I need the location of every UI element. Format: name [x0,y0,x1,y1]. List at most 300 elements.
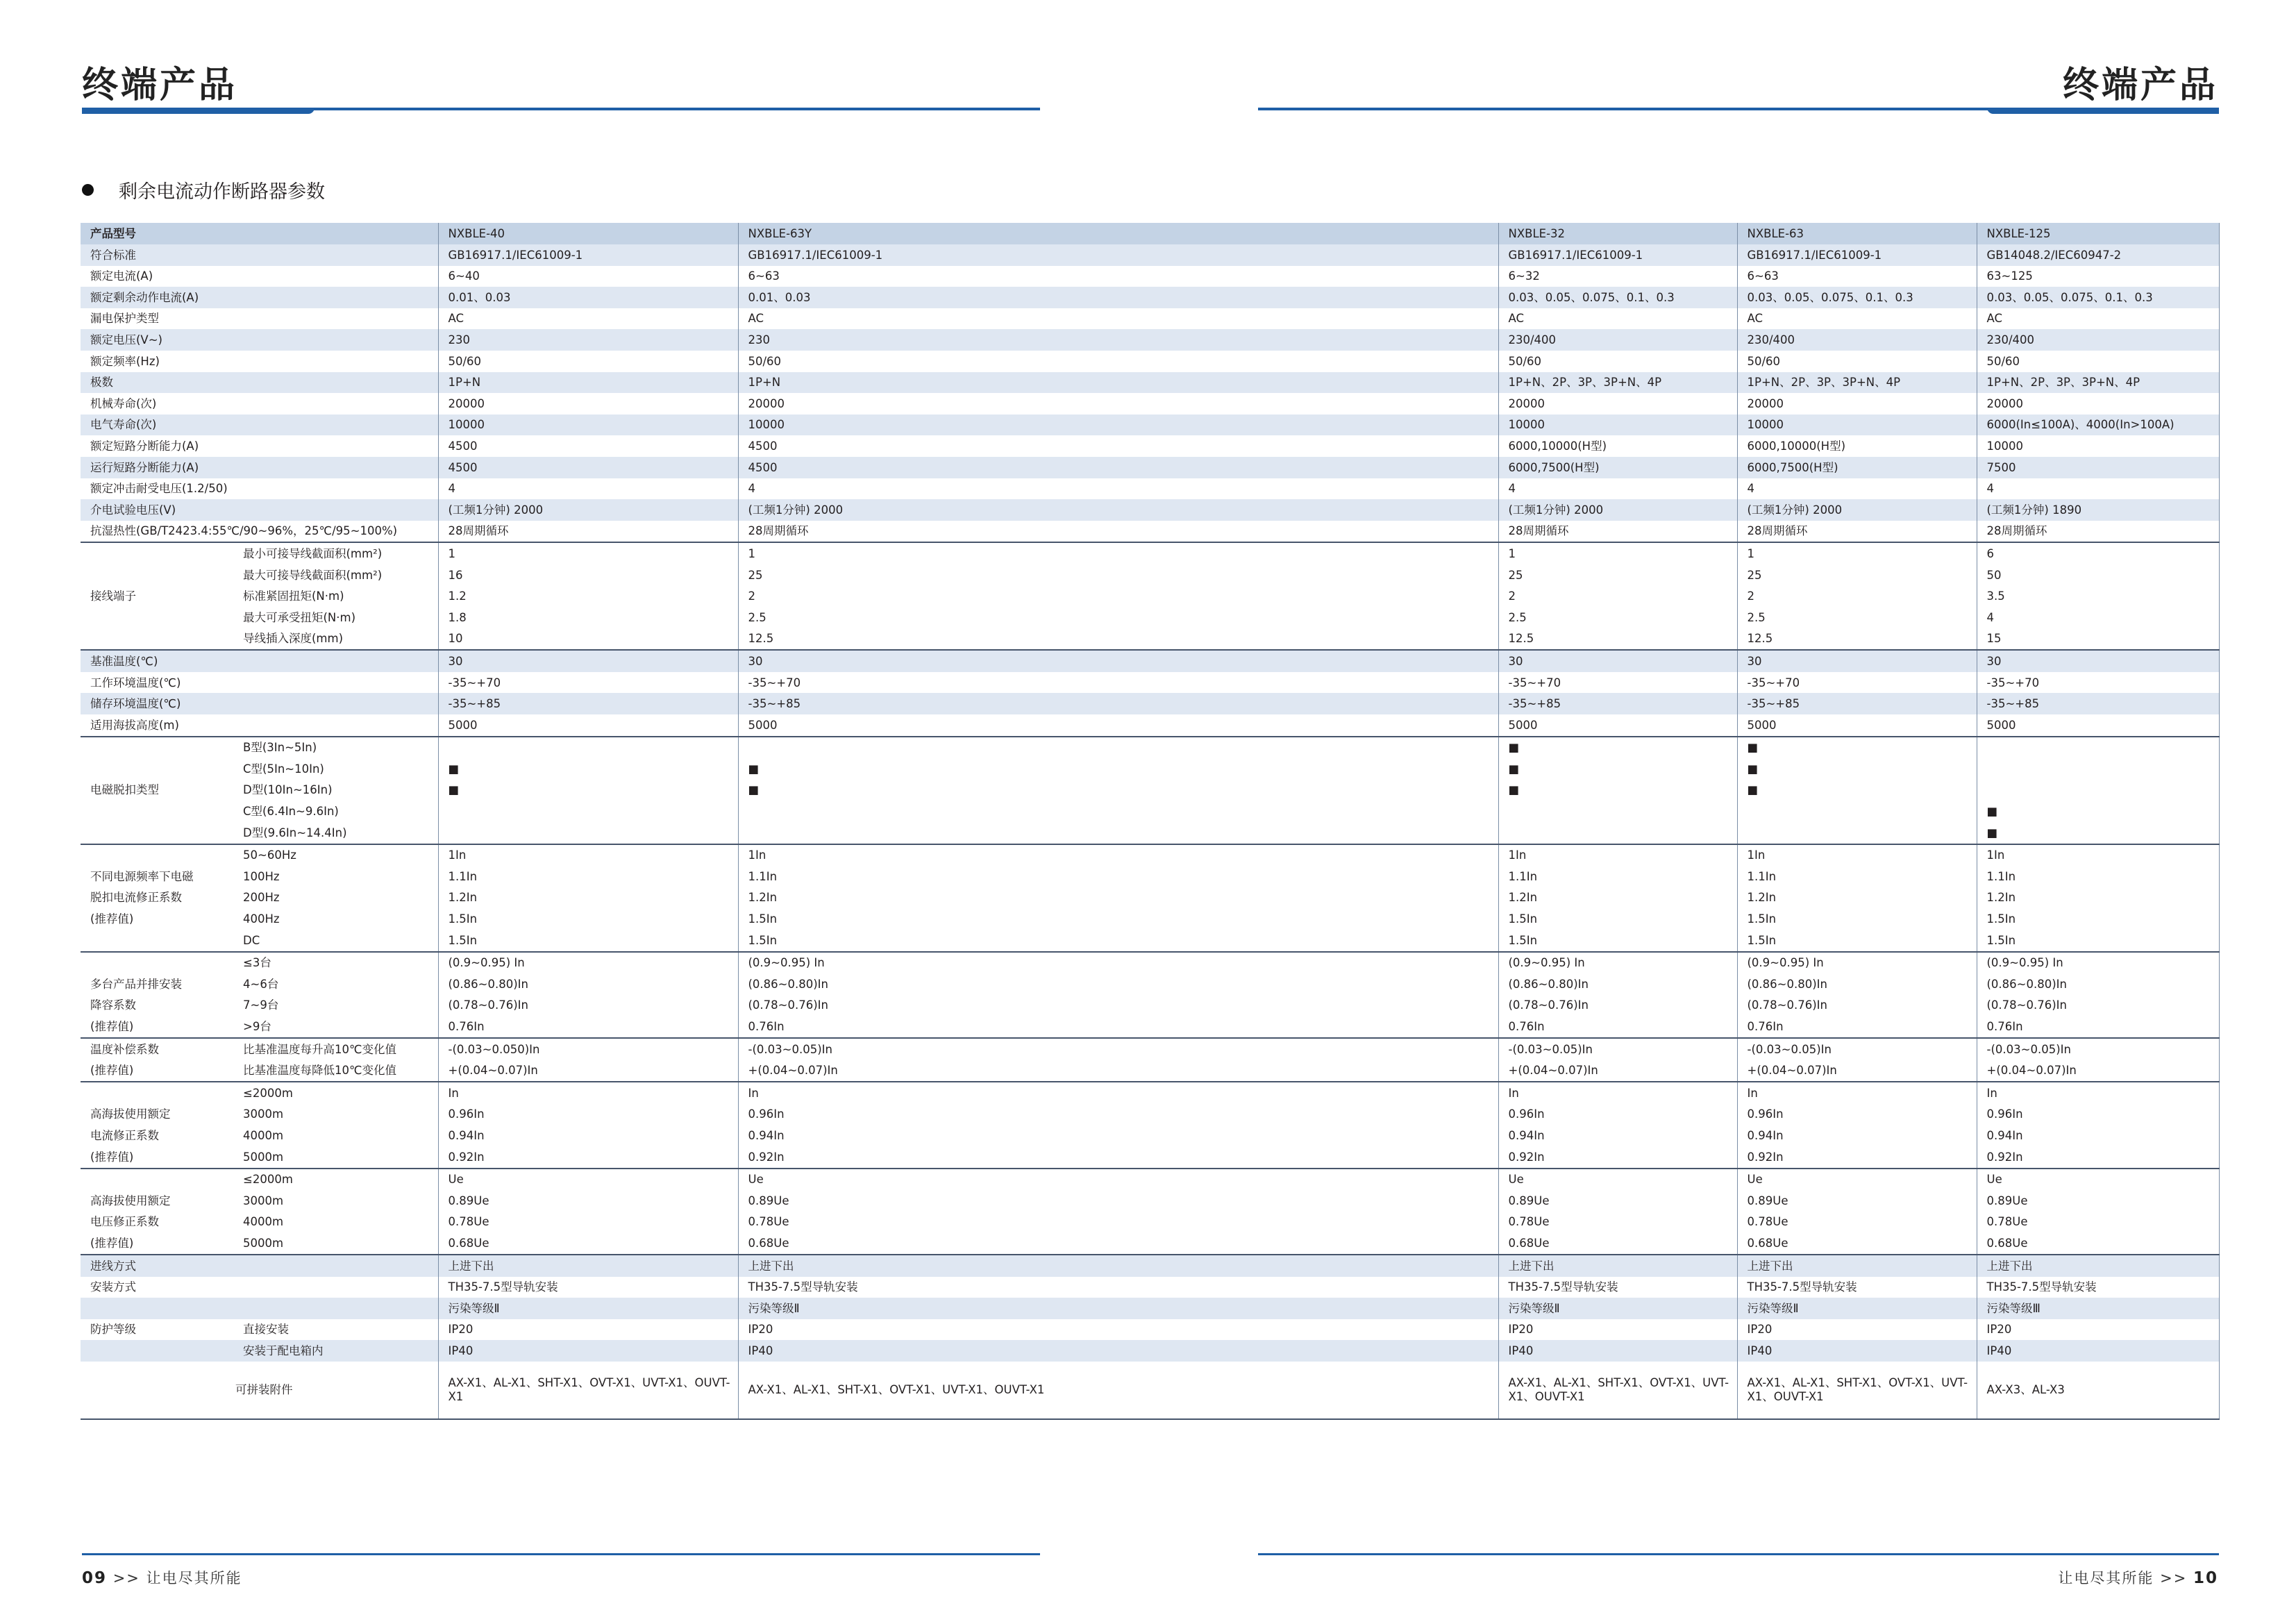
model-header-cell: NXBLE-32 [1498,223,1737,244]
value-cell: ■ [738,758,1498,780]
value-cell: ■ [1977,801,2219,822]
value-cell: 5000 [1977,714,2219,737]
table-row [81,564,2219,586]
table-row [81,287,2219,308]
value-cell [1498,822,1737,844]
value-cell: 0.89Ue [738,1190,1498,1212]
param-cell: 接线端子 [90,589,136,603]
section-heading [82,176,325,203]
sub-param-cell: D型(9.6In~14.4In) [243,826,347,839]
value-cell: 6~63 [738,266,1498,287]
value-cell: AX-X1、AL-X1、SHT-X1、OVT-X1、UVT-X1、OUVT-X1 [1498,1362,1737,1420]
value-cell: 0.89Ue [1498,1190,1737,1212]
value-cell: 1.2In [738,887,1498,909]
value-cell: 0.94In [1498,1125,1737,1146]
value-cell: 1.2In [1498,887,1737,909]
sub-param-cell: 导线插入深度(mm) [243,632,344,646]
param-cell: 漏电保护类型 [90,312,159,326]
left-header-accent [82,108,315,114]
value-cell [1977,758,2219,780]
param-cell [81,1298,233,1319]
table-row [81,478,2219,500]
value-cell: 30 [438,650,738,672]
value-cell: (0.9~0.95) In [438,952,738,974]
value-cell: 上进下出 [1977,1255,2219,1277]
value-cell [1737,822,1977,844]
value-cell: In [438,1082,738,1104]
sub-param-cell [233,1298,438,1319]
param-cell: 降容系数 [90,998,136,1012]
model-header-cell: NXBLE-63 [1737,223,1977,244]
value-cell: AC [1498,308,1737,330]
value-cell: IP20 [1737,1319,1977,1341]
value-cell: 上进下出 [1498,1255,1737,1277]
table-row [81,521,2219,543]
value-cell: 12.5 [1737,628,1977,651]
param-cell: 安装方式 [90,1280,136,1294]
value-cell: 1.1In [1977,866,2219,887]
value-cell: 0.01、0.03 [738,287,1498,308]
value-cell: -(0.03~0.050)In [438,1038,738,1060]
param-cell [81,801,233,822]
sub-param-cell: ≤2000m [233,1169,438,1191]
table-row [81,737,2219,759]
value-cell: (0.86~0.80)In [438,973,738,995]
param-cell [81,844,233,867]
value-cell: 污染等级Ⅲ [1977,1298,2219,1319]
value-cell: 7500 [1977,457,2219,478]
value-cell: 1.2In [1977,887,2219,909]
table-row [81,499,2219,521]
model-header-cell: NXBLE-63Y [738,223,1498,244]
value-cell: 1.1In [1737,866,1977,887]
value-cell: TH35-7.5型导轨安装 [1737,1277,1977,1298]
parameter-table [81,223,2219,1420]
sub-param-cell: 50~60Hz [233,844,438,867]
value-cell: 1.5In [1498,930,1737,952]
table-row [81,973,2219,995]
param-cell: 电磁脱扣类型 [90,783,159,797]
table-row [81,995,2219,1016]
value-cell: 0.76In [438,1016,738,1038]
value-cell [738,822,1498,844]
table-row [81,801,2219,822]
table-row [81,628,2219,651]
value-cell: 5000 [1498,714,1737,737]
table-row [81,607,2219,628]
value-cell: 25 [1737,564,1977,586]
left-page-number: 09 [82,1569,108,1587]
param-cell: 运行短路分断能力(A) [81,457,438,478]
param-cell: (推荐值) [90,1064,134,1078]
value-cell: 28周期循环 [1737,521,1977,543]
table-row [81,1212,2219,1233]
value-cell: 20000 [1977,393,2219,415]
table-row [81,1319,2219,1341]
value-cell: 230 [438,329,738,351]
table-row [81,844,2219,867]
value-cell: 6~32 [1498,266,1737,287]
value-cell: -(0.03~0.05)In [738,1038,1498,1060]
param-cell: (推荐值) [90,1236,134,1250]
value-cell: 2.5 [1498,607,1737,628]
left-footer-rule [82,1553,1040,1555]
param-cell [81,1169,233,1191]
value-cell: (0.86~0.80)In [1498,973,1737,995]
value-cell: 28周期循环 [738,521,1498,543]
value-cell: 50/60 [438,351,738,372]
value-cell: IP40 [738,1340,1498,1362]
value-cell [738,737,1498,759]
value-cell: 1.8 [438,607,738,628]
value-cell: GB14048.2/IEC60947-2 [1977,244,2219,266]
table-row [81,586,2219,608]
value-cell: -35~+85 [738,693,1498,714]
value-cell: 0.76In [1737,1016,1977,1038]
value-cell: 1In [1498,844,1737,867]
value-cell: 0.03、0.05、0.075、0.1、0.3 [1977,287,2219,308]
value-cell: In [1498,1082,1737,1104]
value-cell: ■ [1498,780,1737,801]
value-cell: 30 [1737,650,1977,672]
value-cell: 1.2In [1737,887,1977,909]
value-cell: (工频1分钟) 2000 [438,499,738,521]
value-cell: 0.89Ue [1737,1190,1977,1212]
value-cell: ■ [438,758,738,780]
value-cell [438,822,738,844]
value-cell: (工频1分钟) 2000 [738,499,1498,521]
value-cell: 1In [1977,844,2219,867]
value-cell: Ue [438,1169,738,1191]
param-cell: 额定冲击耐受电压(1.2/50) [90,482,228,496]
table-row [81,244,2219,266]
value-cell: 10 [438,628,738,651]
table-row [81,1277,2219,1298]
value-cell: AX-X1、AL-X1、SHT-X1、OVT-X1、UVT-X1、OUVT-X1 [1737,1362,1977,1420]
value-cell: 0.92In [1498,1146,1737,1169]
param-cell: 不同电源频率下电磁 [90,869,194,883]
param-cell: 额定电流(A) [90,269,153,283]
value-cell: 4500 [438,457,738,478]
value-cell: -35~+85 [438,693,738,714]
value-cell: 1In [738,844,1498,867]
value-cell: 0.92In [738,1146,1498,1169]
value-cell: 0.78Ue [1498,1212,1737,1233]
value-cell: +(0.04~0.07)In [1498,1060,1737,1082]
value-cell: 上进下出 [438,1255,738,1277]
sub-param-cell: 最小可接导线截面积(mm²) [233,542,438,564]
sub-param-cell: 标准紧固扭矩(N·m) [243,589,344,603]
value-cell: AC [1977,308,2219,330]
value-cell: -35~+70 [1737,672,1977,694]
value-cell: ■ [1737,737,1977,759]
value-cell [438,801,738,822]
value-cell: (0.9~0.95) In [1737,952,1977,974]
value-cell: 2 [1498,586,1737,608]
value-cell: -(0.03~0.05)In [1498,1038,1737,1060]
param-cell: (推荐值) [90,1150,134,1164]
value-cell: 上进下出 [1737,1255,1977,1277]
value-cell: IP20 [1498,1319,1737,1341]
value-cell: 0.01、0.03 [438,287,738,308]
param-cell [81,952,233,974]
value-cell: GB16917.1/IEC61009-1 [738,244,1498,266]
value-cell: 6000,7500(H型) [1498,457,1737,478]
value-cell: 4 [438,478,738,500]
table-row [81,308,2219,330]
value-cell: ■ [738,780,1498,801]
value-cell: 1In [438,844,738,867]
sub-param-cell: 直接安装 [243,1323,289,1337]
value-cell: -35~+85 [1977,693,2219,714]
param-cell: 电流修正系数 [90,1128,159,1142]
table-row [81,266,2219,287]
value-cell: 0.96In [438,1104,738,1125]
param-cell: 抗湿热性(GB/T2423.4:55℃/90~96%，25℃/95~100%) [90,524,398,538]
model-header-cell: NXBLE-125 [1977,223,2219,244]
value-cell: ■ [1737,780,1977,801]
value-cell: (0.78~0.76)In [1498,995,1737,1016]
param-cell [81,737,233,759]
sub-param-cell: 比基准温度每降低10℃变化值 [243,1064,397,1078]
value-cell: 25 [738,564,1498,586]
sub-param-cell: 安装于配电箱内 [233,1340,438,1362]
value-cell: 1.5In [738,930,1498,952]
param-cell: 介电试验电压(V) [81,499,438,521]
value-cell: In [1737,1082,1977,1104]
table-row [81,1060,2219,1082]
value-cell: 2.5 [738,607,1498,628]
sub-param-cell: 5000m [243,1150,284,1164]
value-cell: 0.76In [1977,1016,2219,1038]
param-cell: 电压修正系数 [90,1215,159,1229]
param-cell [81,628,233,651]
value-cell: 1 [1498,542,1737,564]
param-cell: 基准温度(℃) [81,650,438,672]
value-cell: 0.68Ue [738,1232,1498,1255]
value-cell: 2.5 [1737,607,1977,628]
right-header-title: 终端产品 [2062,65,2218,106]
param-cell: 额定短路分断能力(A) [90,439,199,453]
table-row [81,1016,2219,1038]
value-cell: 0.94In [1737,1125,1977,1146]
value-cell: 污染等级Ⅱ [738,1298,1498,1319]
value-cell: 230/400 [1977,329,2219,351]
value-cell: 1.5In [1498,908,1737,930]
value-cell: 63~125 [1977,266,2219,287]
value-cell: 10000 [1498,415,1737,436]
table-row [81,822,2219,844]
value-cell: 1.5In [1977,930,2219,952]
value-cell: ■ [1737,758,1977,780]
value-cell: 0.76In [1498,1016,1737,1038]
value-cell: 0.94In [738,1125,1498,1146]
value-cell: ■ [1498,737,1737,759]
value-cell: TH35-7.5型导轨安装 [438,1277,738,1298]
value-cell: 0.89Ue [1977,1190,2219,1212]
table-row [81,1146,2219,1169]
value-cell: 1P+N [438,372,738,394]
value-cell: 6 [1977,542,2219,564]
param-cell: (推荐值) [90,1020,134,1034]
param-cell [81,542,233,564]
value-cell: 2 [1737,586,1977,608]
value-cell: 0.96In [738,1104,1498,1125]
value-cell: 0.96In [1498,1104,1737,1125]
value-cell: (0.78~0.76)In [438,995,738,1016]
param-cell: 电气寿命(次) [81,415,438,436]
value-cell: (0.86~0.80)In [738,973,1498,995]
value-cell: 4 [738,478,1498,500]
value-cell: (0.78~0.76)In [1977,995,2219,1016]
value-cell: 1 [1737,542,1977,564]
value-cell: 2 [738,586,1498,608]
value-cell: 4500 [738,457,1498,478]
value-cell [1977,780,2219,801]
value-cell: (0.9~0.95) In [1977,952,2219,974]
value-cell: 0.78Ue [1737,1212,1977,1233]
table-row [81,930,2219,952]
value-cell: -(0.03~0.05)In [1737,1038,1977,1060]
value-cell: 6~63 [1737,266,1977,287]
value-cell: TH35-7.5型导轨安装 [1498,1277,1737,1298]
value-cell: ■ [1977,822,2219,844]
sub-param-cell: 3000m [243,1107,284,1121]
value-cell: 1.5In [438,930,738,952]
value-cell: -35~+70 [438,672,738,694]
param-cell: 温度补偿系数 [81,1038,233,1060]
value-cell: GB16917.1/IEC61009-1 [1498,244,1737,266]
table-row [81,1104,2219,1125]
value-cell: IP40 [1977,1340,2219,1362]
value-cell: 6000(In≤100A)、4000(In>100A) [1977,415,2219,436]
value-cell: 0.96In [1737,1104,1977,1125]
value-cell: 20000 [1498,393,1737,415]
value-cell: 1.1In [438,866,738,887]
value-cell: 20000 [1737,393,1977,415]
right-page-number: 10 [2193,1569,2218,1587]
table-row [81,1362,2219,1420]
bullet-icon [82,184,94,196]
value-cell: (工频1分钟) 1890 [1977,499,2219,521]
value-cell: 0.68Ue [438,1232,738,1255]
param-cell: 工作环境温度(℃) [90,676,181,689]
value-cell: 0.03、0.05、0.075、0.1、0.3 [1498,287,1737,308]
value-cell: In [1977,1082,2219,1104]
right-footer [2058,1567,2218,1588]
table-row [81,1190,2219,1212]
value-cell: 4500 [438,435,738,457]
value-cell: 0.92In [1977,1146,2219,1169]
value-cell: 50/60 [1498,351,1737,372]
value-cell: 1.5In [1737,908,1977,930]
value-cell: 50/60 [738,351,1498,372]
value-cell: 1P+N、2P、3P、3P+N、4P [1498,372,1737,394]
param-cell: 适用海拔高度(m) [90,718,179,732]
value-cell: ■ [1498,758,1737,780]
value-cell: IP40 [438,1340,738,1362]
value-cell: 上进下出 [738,1255,1498,1277]
value-cell: 10000 [1737,415,1977,436]
table-row [81,435,2219,457]
value-cell: 20000 [438,393,738,415]
value-cell: 污染等级Ⅱ [1737,1298,1977,1319]
value-cell: -(0.03~0.05)In [1977,1038,2219,1060]
value-cell: 4 [1737,478,1977,500]
left-footer-sep: >> [112,1570,140,1587]
value-cell: GB16917.1/IEC61009-1 [1737,244,1977,266]
sub-param-cell: 7~9台 [243,998,279,1012]
value-cell: GB16917.1/IEC61009-1 [438,244,738,266]
value-cell: +(0.04~0.07)In [1977,1060,2219,1082]
value-cell: (工频1分钟) 2000 [1498,499,1737,521]
left-header-title: 终端产品 [82,65,238,106]
value-cell [1977,737,2219,759]
value-cell: Ue [1737,1169,1977,1191]
right-footer-slogan: 让电尽其所能 [2058,1570,2154,1587]
value-cell: -35~+70 [738,672,1498,694]
table-row [81,952,2219,974]
value-cell: (0.78~0.76)In [1737,995,1977,1016]
left-footer-slogan: 让电尽其所能 [146,1570,242,1587]
table-row [81,672,2219,694]
param-cell: 极数 [81,372,438,394]
sub-param-cell: 4000m [243,1215,284,1229]
sub-param-cell: 4~6台 [243,977,279,991]
value-cell: 12.5 [1498,628,1737,651]
table-row [81,758,2219,780]
param-cell [81,930,233,952]
value-cell: +(0.04~0.07)In [738,1060,1498,1082]
value-cell: 0.68Ue [1977,1232,2219,1255]
param-cell: 脱扣电流修正系数 [90,891,182,905]
value-cell: 0.92In [438,1146,738,1169]
value-cell: 1.2In [438,887,738,909]
value-cell: 1P+N、2P、3P、3P+N、4P [1977,372,2219,394]
param-cell [81,564,233,586]
value-cell: 0.89Ue [438,1190,738,1212]
section-title: 剩余电流动作断路器参数 [119,181,325,203]
value-cell: 1In [1737,844,1977,867]
sub-param-cell: C型(6.4In~9.6In) [243,805,339,819]
table-row [81,393,2219,415]
sub-param-cell: 100Hz [243,869,280,883]
value-cell: 30 [1977,650,2219,672]
value-cell: 5000 [438,714,738,737]
value-cell: 5000 [738,714,1498,737]
param-cell: (推荐值) [90,912,134,926]
value-cell: -35~+85 [1498,693,1737,714]
param-cell: 可拼装附件 [81,1362,438,1420]
table-row [81,887,2219,909]
param-cell [81,1340,233,1362]
value-cell: 230/400 [1498,329,1737,351]
value-cell: (0.9~0.95) In [1498,952,1737,974]
value-cell: 0.78Ue [1977,1212,2219,1233]
value-cell: 20000 [738,393,1498,415]
sub-param-cell: 比基准温度每升高10℃变化值 [233,1038,438,1060]
value-cell [1737,801,1977,822]
value-cell: AC [438,308,738,330]
param-cell: 符合标准 [81,244,438,266]
table-row [81,1255,2219,1277]
table-row [81,908,2219,930]
value-cell: +(0.04~0.07)In [438,1060,738,1082]
table-row [81,1125,2219,1146]
value-cell: 0.94In [1977,1125,2219,1146]
value-cell: Ue [738,1169,1498,1191]
value-cell: 6000,10000(H型) [1498,435,1737,457]
